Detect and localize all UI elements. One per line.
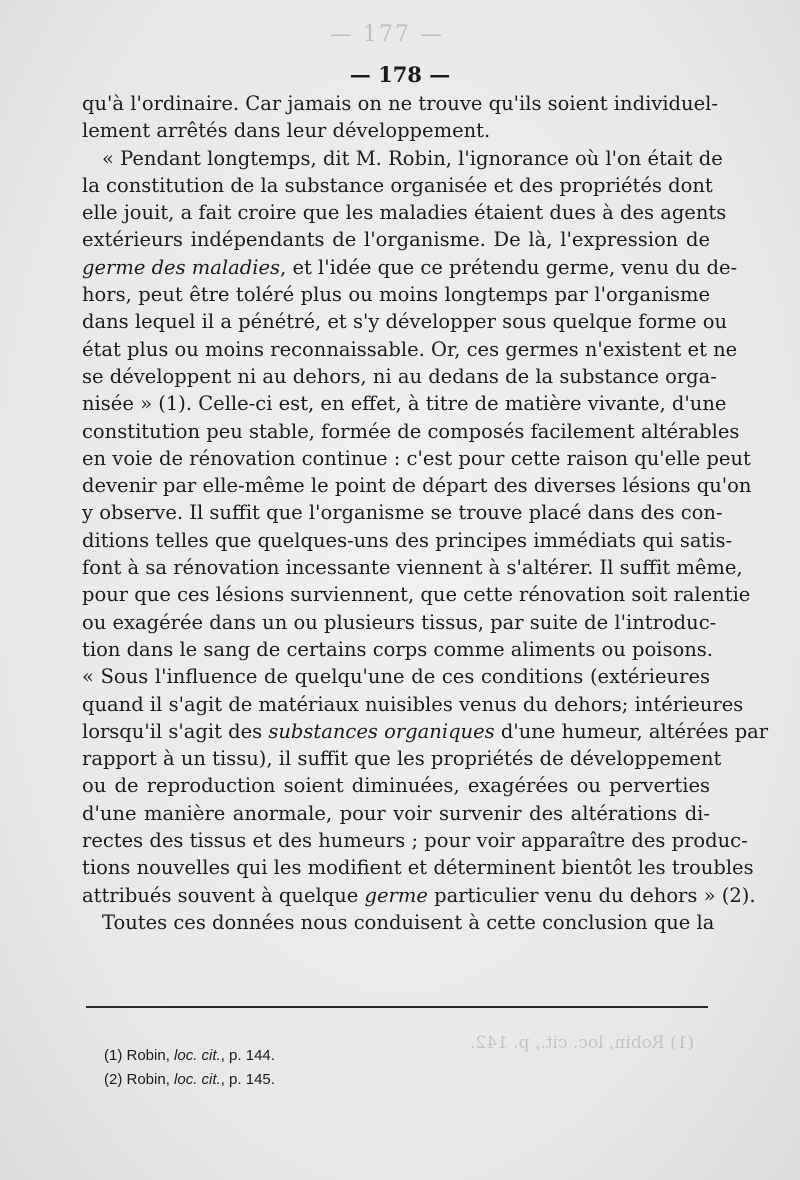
text-line: lement arrêtés dans leur développement. (82, 119, 491, 143)
text-line: lorsqu'il s'agit des substances organiques d'une humeur, altérées par (82, 719, 769, 743)
text-line: hors, peut être toléré plus ou moins longtemps par l'organisme (82, 283, 710, 307)
text-line: en voie de rénovation continue : c'est pour cette raison qu'elle peut (82, 446, 751, 470)
text-line: tions nouvelles qui les modifient et déterminent bientôt les troubles (82, 856, 754, 880)
footnotes (104, 1044, 275, 1092)
text-line: ou de reproduction soient diminuées, exagérées ou perverties (82, 774, 710, 798)
text-line: devenir par elle-même le point de départ des diverses lésions qu'on (82, 474, 752, 498)
text-line: « Sous l'influence de quelqu'une de ces conditions (extérieures (82, 665, 710, 689)
text-line: elle jouit, a fait croire que les maladies étaient dues à des agents (82, 201, 727, 225)
text-line: pour que ces lésions surviennent, que cette rénovation soit ralentie (82, 583, 751, 607)
text-line: germe des maladies, et l'idée que ce prétendu germe, venu du de- (82, 255, 738, 279)
bleed-through-footnote: (1) Robin, loc. cit., p. 142. (470, 1033, 695, 1053)
text-line: y observe. Il suffit que l'organisme se trouve placé dans des con- (82, 501, 723, 525)
footnote-2: (2) Robin, loc. cit., p. 145. (104, 1071, 275, 1088)
text-line: tion dans le sang de certains corps comme aliments ou poisons. (82, 637, 714, 661)
text-line: nisée » (1). Celle-ci est, en effet, à titre de matière vivante, d'une (82, 392, 727, 416)
text-line: font à sa rénovation incessante viennent à s'altérer. Il suffit même, (82, 556, 743, 580)
text-line: état plus ou moins reconnaissable. Or, ces germes n'existent et ne (82, 337, 738, 361)
text-line: dans lequel il a pénétré, et s'y développer sous quelque forme ou (82, 310, 728, 334)
text-line: rapport à un tissu), il suffit que les propriétés de développement (82, 747, 722, 771)
text-line: rectes des tissus et des humeurs ; pour voir apparaître des produc- (82, 829, 748, 853)
text-line: Toutes ces données nous conduisent à cette conclusion que la (102, 910, 715, 934)
text-line: se développent ni au dehors, ni au dedans de la substance orga- (82, 364, 717, 388)
text-line: constitution peu stable, formée de composés facilement altérables (82, 419, 740, 443)
text-line: la constitution de la substance organisée et des propriétés dont (82, 173, 713, 197)
text-line: extérieurs indépendants de l'organisme. De là, l'expression de (82, 228, 710, 252)
footnote-1: (1) Robin, loc. cit., p. 144. (104, 1047, 275, 1064)
text-line: quand il s'agit de matériaux nuisibles venus du dehors; intérieures (82, 692, 744, 716)
text-line: « Pendant longtemps, dit M. Robin, l'ignorance où l'on était de (102, 146, 723, 170)
text-line: qu'à l'ordinaire. Car jamais on ne trouve qu'ils soient individuel- (82, 92, 718, 115)
text-line: ditions telles que quelques-uns des principes immédiats qui satis- (82, 528, 733, 552)
body-text (82, 90, 769, 936)
text-line: ou exagérée dans un ou plusieurs tissus, par suite de l'introduc- (82, 610, 717, 634)
page-number: — 178 — (349, 62, 451, 87)
bleed-through-header: — 177 — (330, 22, 444, 47)
text-line: d'une manière anormale, pour voir survenir des altérations di- (82, 801, 710, 825)
footnote-divider (86, 1006, 708, 1008)
text-line: attribués souvent à quelque germe particulier venu du dehors » (2). (82, 883, 756, 907)
